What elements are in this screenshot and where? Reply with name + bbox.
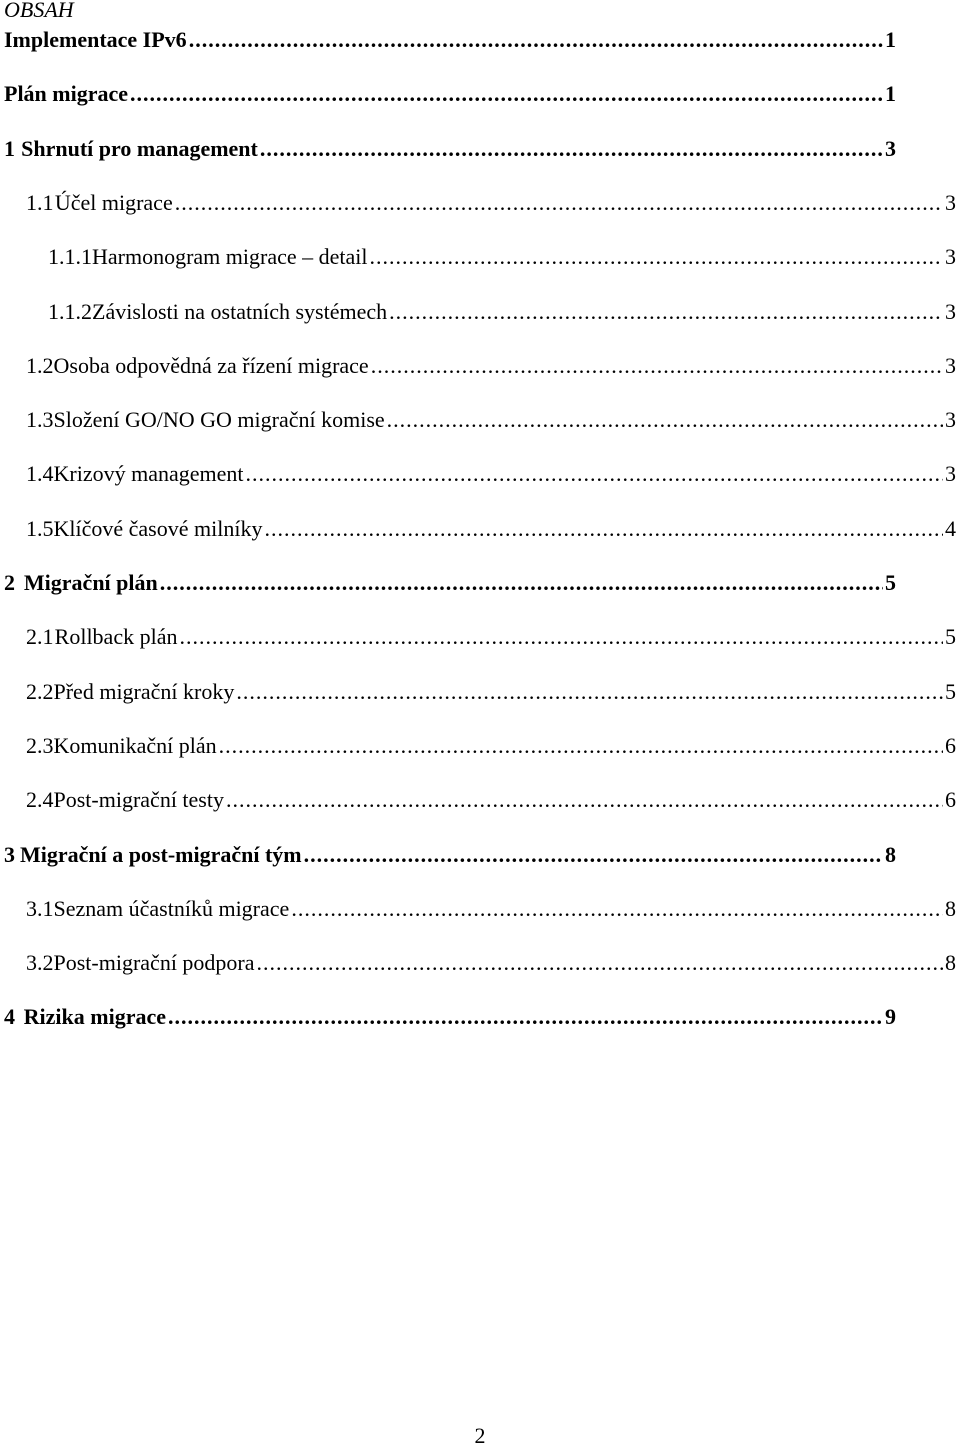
toc-entry-title: Osoba odpovědná za řízení migrace xyxy=(53,352,369,378)
toc-entry-number: 4 xyxy=(4,1004,15,1030)
toc-entry[interactable] xyxy=(26,949,956,977)
toc-entry[interactable] xyxy=(4,135,896,163)
toc-entry-number: 2.1 xyxy=(26,624,54,650)
toc-entry-number: 1.1 xyxy=(26,189,54,215)
toc-entry-title: Plán migrace xyxy=(4,81,129,107)
dot-leader xyxy=(291,895,943,923)
toc-entry-number: 1.4 xyxy=(26,461,54,487)
toc-entry-number: 3.1 xyxy=(26,895,54,921)
dot-leader xyxy=(387,406,943,434)
toc-entry-page: 5 xyxy=(945,624,956,650)
toc-entry-number: 1.1.1 xyxy=(48,244,92,270)
toc-entry-page: 1 xyxy=(885,27,896,52)
toc-entry-page: 3 xyxy=(945,407,956,433)
dot-leader xyxy=(130,80,883,108)
dot-leader xyxy=(371,352,943,380)
toc-entry[interactable] xyxy=(4,841,896,869)
toc-entry-page: 9 xyxy=(885,1004,896,1030)
toc-entry-page: 3 xyxy=(945,461,956,487)
toc-entry-title: Účel migrace xyxy=(54,189,173,215)
dot-leader xyxy=(370,243,943,271)
toc-entry[interactable] xyxy=(26,460,956,488)
toc-entry[interactable] xyxy=(26,623,956,651)
dot-leader xyxy=(175,189,943,217)
toc-entry[interactable] xyxy=(26,786,956,814)
dot-leader xyxy=(304,841,883,869)
toc-entry-number: 1.5 xyxy=(26,515,54,541)
toc-entry[interactable] xyxy=(4,1003,896,1031)
dot-leader xyxy=(236,678,943,706)
toc-entry-number: 1.1.2 xyxy=(48,298,92,324)
toc-entry-page: 6 xyxy=(945,732,956,758)
toc-entry[interactable] xyxy=(48,243,956,271)
toc-entry-page: 3 xyxy=(945,244,956,270)
toc-entry-page: 5 xyxy=(885,570,896,595)
toc-entry-title: Harmonogram migrace – detail xyxy=(92,244,368,270)
toc-entry-number: 2.4 xyxy=(26,787,54,813)
toc-entry-title: Post-migrační podpora xyxy=(53,950,255,976)
toc-entry-title: Migrační plán xyxy=(23,570,158,595)
toc-entry-page: 8 xyxy=(945,895,956,921)
toc-entry[interactable] xyxy=(48,298,956,326)
toc-entry-title: Závislosti na ostatních systémech xyxy=(92,298,388,324)
toc-entry-number: 3 xyxy=(4,841,15,867)
dot-leader xyxy=(179,623,943,651)
dot-leader xyxy=(389,298,943,326)
dot-leader xyxy=(260,135,883,163)
toc-entry-title: Implementace IPv6 xyxy=(4,27,187,52)
toc-entry-title: Post-migrační testy xyxy=(53,787,224,813)
toc-entry[interactable] xyxy=(4,26,896,54)
toc-entry-page: 5 xyxy=(945,678,956,704)
dot-leader xyxy=(264,515,943,543)
toc-entry-title: Rizika migrace xyxy=(23,1004,167,1030)
toc-entry[interactable] xyxy=(4,80,896,108)
dot-leader xyxy=(219,732,943,760)
toc-entry-title: Rollback plán xyxy=(54,624,178,650)
dot-leader xyxy=(168,1003,883,1031)
toc-entry-page: 3 xyxy=(885,135,896,161)
toc-entry[interactable] xyxy=(26,189,956,217)
dot-leader xyxy=(226,786,943,814)
toc-entry-page: 1 xyxy=(885,81,896,107)
toc-entry-title: Migrační a post-migrační tým xyxy=(19,841,302,867)
toc-entry-page: 3 xyxy=(945,298,956,324)
toc-entry-number: 2 xyxy=(4,570,15,595)
toc-entry[interactable] xyxy=(26,352,956,380)
toc-entry-page: 4 xyxy=(945,515,956,541)
toc-entry-page: 8 xyxy=(885,841,896,867)
toc-entry-title: Shrnutí pro management xyxy=(21,135,258,161)
toc-entry-title: Složení GO/NO GO migrační komise xyxy=(53,407,385,433)
page-number: 2 xyxy=(474,1423,486,1448)
toc-entry-number: 1.2 xyxy=(26,352,54,378)
toc-entry-title: Krizový management xyxy=(53,461,244,487)
toc-entry-title: Před migrační kroky xyxy=(53,678,235,704)
toc-entry-number: 1 xyxy=(4,135,15,161)
dot-leader xyxy=(257,949,943,977)
toc-entry[interactable] xyxy=(26,678,956,706)
toc-entry-title: Klíčové časové milníky xyxy=(53,515,263,541)
toc-entry-page: 6 xyxy=(945,787,956,813)
toc-entry-page: 3 xyxy=(945,352,956,378)
toc-entry-page: 3 xyxy=(945,189,956,215)
dot-leader xyxy=(189,26,883,54)
toc-entry[interactable] xyxy=(4,569,896,597)
toc-entry-title: Seznam účastníků migrace xyxy=(53,895,290,921)
toc-entry-title: Komunikační plán xyxy=(53,732,217,758)
toc-entry[interactable] xyxy=(26,732,956,760)
toc-entry[interactable] xyxy=(26,406,956,434)
toc-entry-number: 1.3 xyxy=(26,407,54,433)
toc-entry-number: 2.3 xyxy=(26,732,54,758)
dot-leader xyxy=(160,569,883,597)
toc-entry[interactable] xyxy=(26,895,956,923)
toc-entry-page: 8 xyxy=(945,950,956,976)
toc-heading: OBSAH xyxy=(4,0,74,22)
dot-leader xyxy=(246,460,944,488)
toc-entry[interactable] xyxy=(26,515,956,543)
toc-entry-number: 2.2 xyxy=(26,678,54,704)
toc-entry-number: 3.2 xyxy=(26,950,54,976)
